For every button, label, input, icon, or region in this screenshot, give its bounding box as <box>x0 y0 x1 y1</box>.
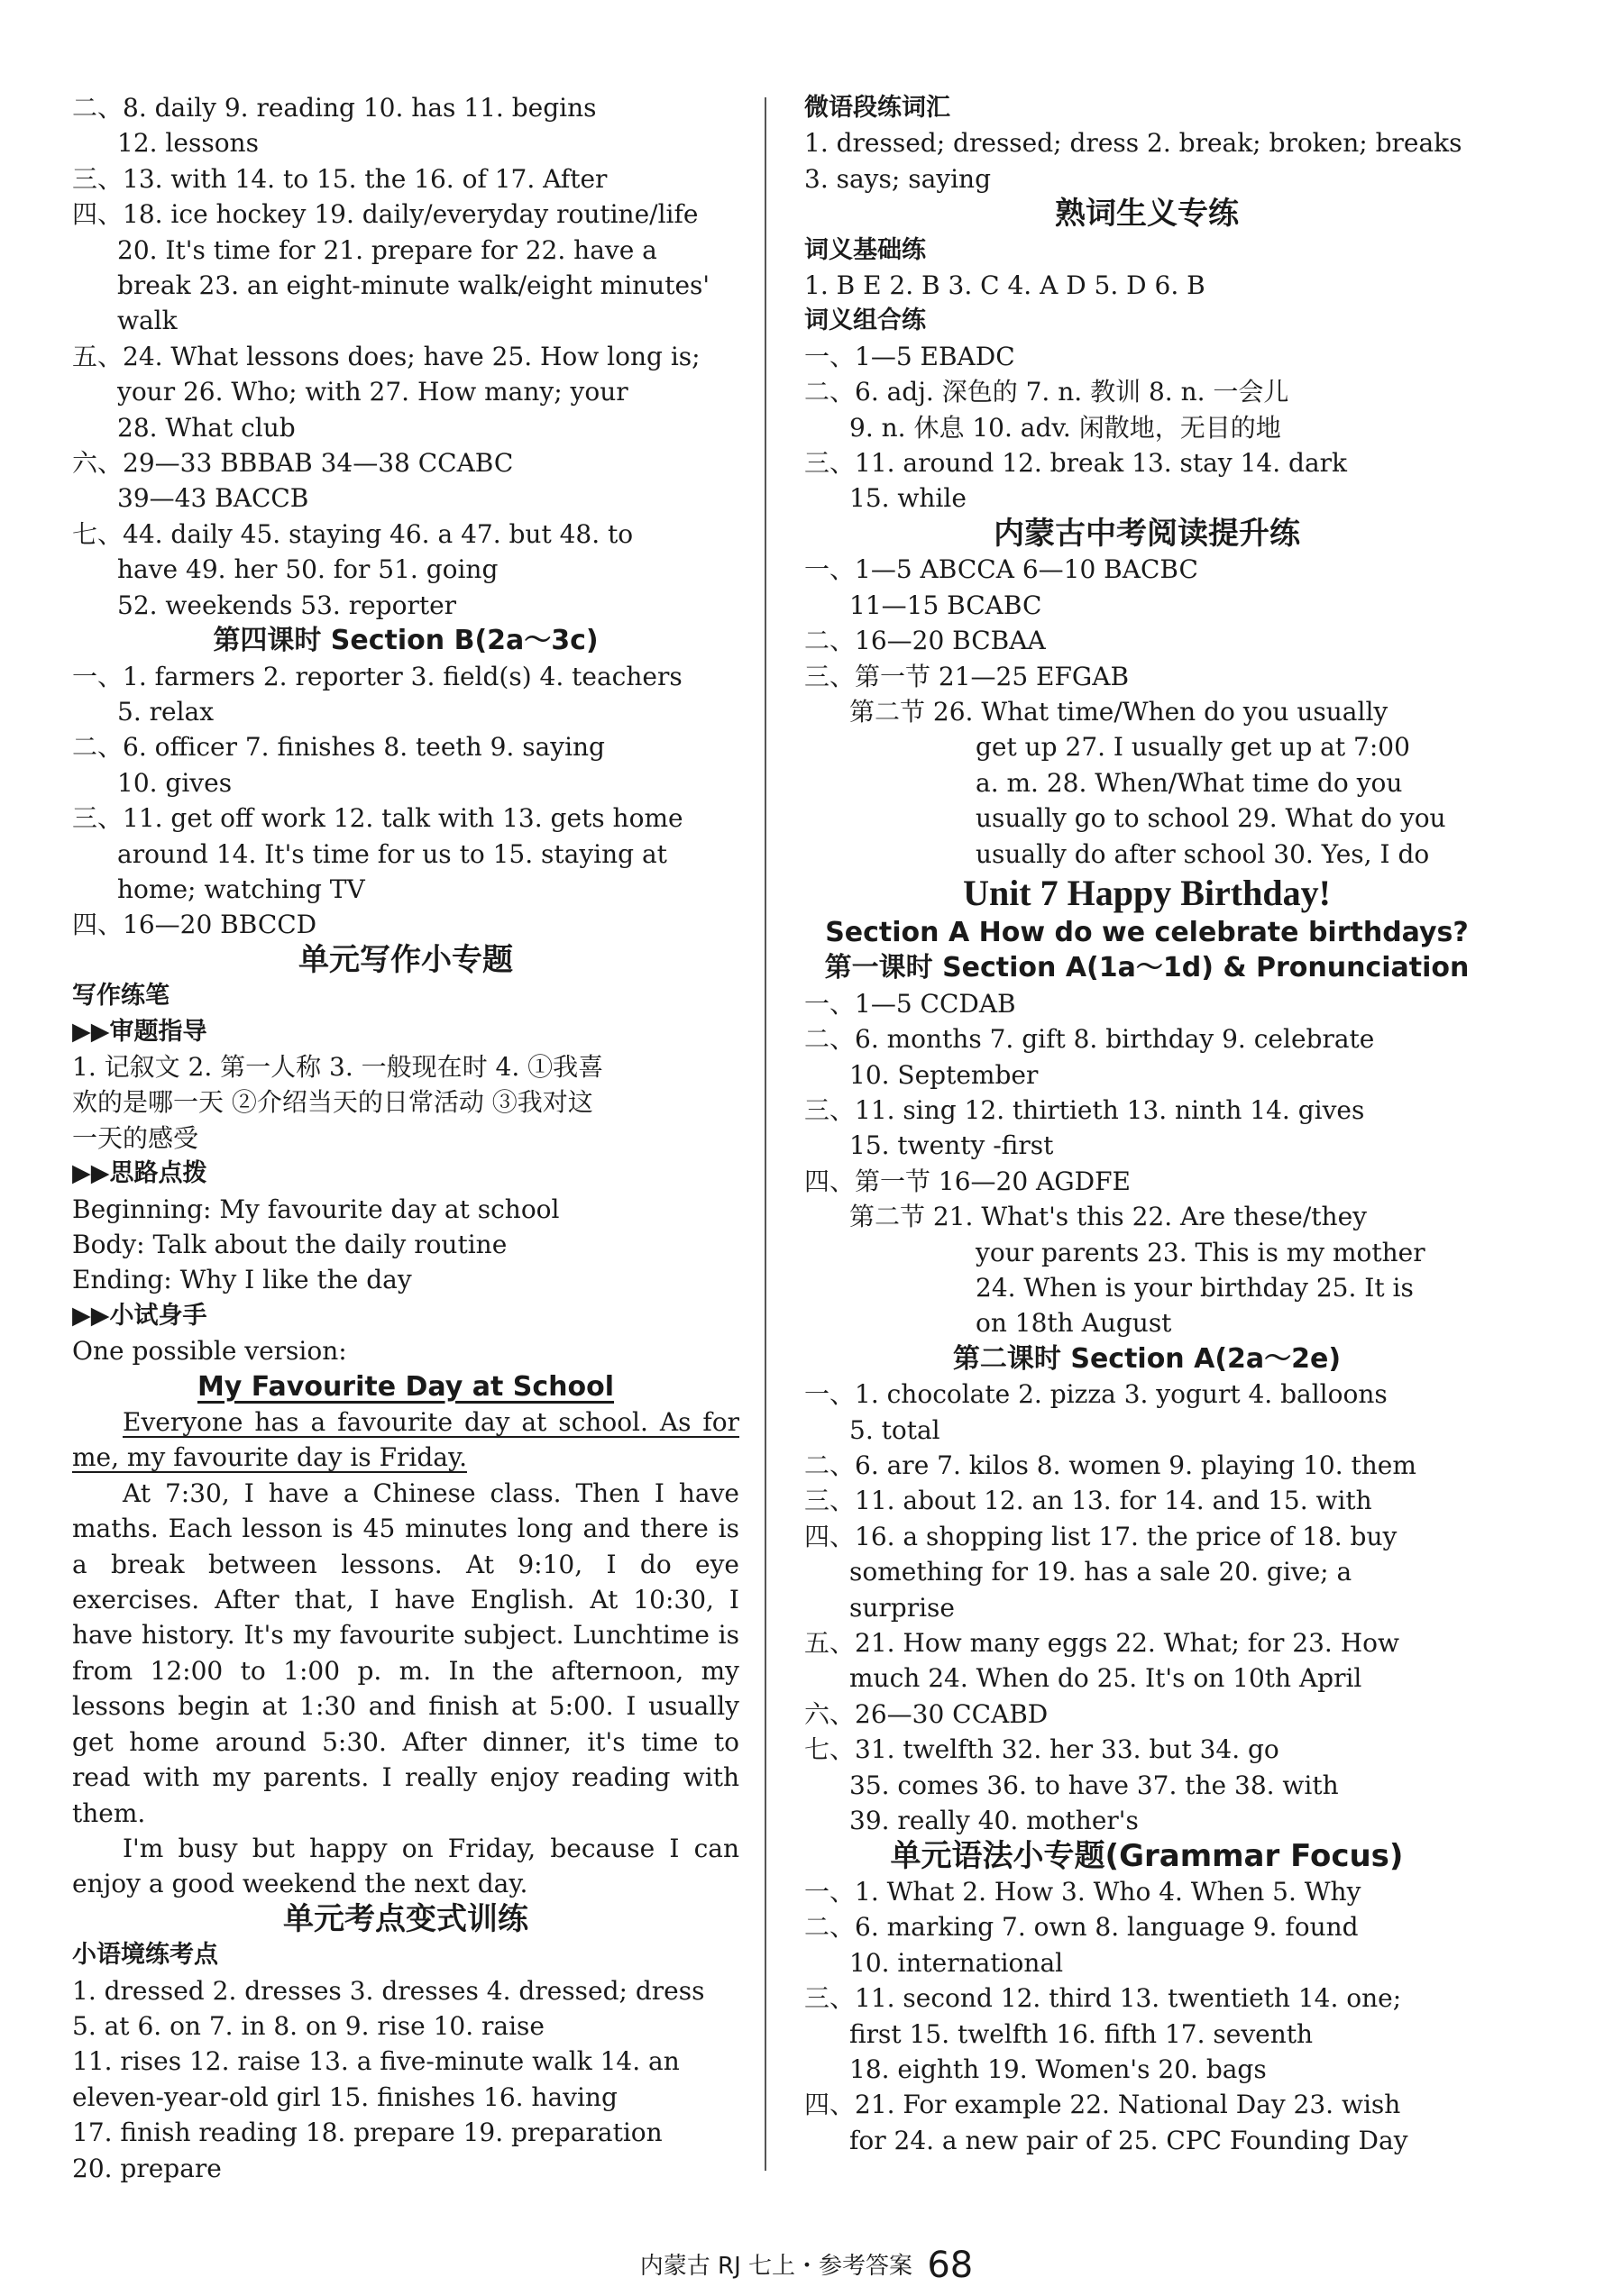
answer-line: 熟词生义专练 <box>1055 197 1239 233</box>
answer-line: 三、11. sing 12. thirtieth 13. ninth 14. gives <box>804 1094 1365 1125</box>
answer-line: usually go to school 29. What do you <box>976 803 1446 834</box>
answer-line: 15. twenty -first <box>849 1130 1054 1161</box>
answer-line: 11—15 BCABC <box>849 590 1042 620</box>
answer-line: 七、44. daily 45. staying 46. a 47. but 48. to <box>72 518 634 549</box>
answer-line: 第一课时 Section A(1a～1d) & Pronunciation <box>824 952 1470 984</box>
answer-line: 5. relax <box>117 696 215 727</box>
answer-line: Ending: Why I like the day <box>72 1265 412 1295</box>
answer-line: 一、1. farmers 2. reporter 3. field(s) 4. teachers <box>72 661 683 691</box>
right-column <box>804 90 1489 2158</box>
answer-line: 三、第一节 21—25 EFGAB <box>804 661 1130 691</box>
answer-line: 二、6. are 7. kilos 8. women 9. playing 10. them <box>804 1450 1416 1481</box>
answer-line: ▶▶小试身手 <box>72 1301 207 1330</box>
answer-line: Body: Talk about the daily routine <box>72 1230 508 1259</box>
answer-line: a. m. 28. When/What time do you <box>976 767 1403 798</box>
answer-line: 39. really 40. mother's <box>849 1806 1139 1836</box>
answer-line: 三、13. with 14. to 15. the 16. of 17. After <box>72 163 608 194</box>
answer-line: 四、16—20 BBCCD <box>72 910 317 940</box>
answer-line: 5. total <box>849 1414 940 1445</box>
answer-line: 写作练笔 <box>72 982 170 1011</box>
answer-line: 三、11. around 12. break 13. stay 14. dark <box>804 448 1347 479</box>
answer-line: 三、11. about 12. an 13. for 14. and 15. with <box>804 1486 1372 1516</box>
answer-line: 词义基础练 <box>804 235 926 264</box>
answer-line: on 18th August <box>976 1308 1172 1339</box>
answer-line: 一、1—5 CCDAB <box>804 988 1016 1019</box>
answer-line: 单元考点变式训练 <box>283 1901 528 1937</box>
answer-line: your 26. Who; with 27. How many; your <box>117 377 628 407</box>
answer-line: 一天的感受 <box>72 1122 199 1153</box>
answer-line: 单元写作小专题 <box>298 942 513 978</box>
left-column <box>72 90 739 2186</box>
answer-line: 39—43 BACCB <box>117 483 309 514</box>
answer-line: 1. 记叙文 2. 第一人称 3. 一般现在时 4. ①我喜 <box>72 1051 604 1082</box>
answer-line: 52. weekends 53. reporter <box>117 590 457 620</box>
answer-line: 六、29—33 BBBAB 34—38 CCABC <box>72 448 514 479</box>
answer-line: 微语段练词汇 <box>804 94 950 122</box>
answer-line: ▶▶审题指导 <box>72 1017 207 1046</box>
answer-line: 10. September <box>849 1059 1039 1090</box>
answer-line: One possible version: <box>72 1336 347 1367</box>
answer-line: 二、6. officer 7. finishes 8. teeth 9. saying <box>72 732 605 763</box>
answer-line: 第二节 21. What's this 22. Are these/they <box>849 1202 1367 1232</box>
column-divider <box>765 97 766 2171</box>
answer-line: 10. international <box>849 1947 1064 1978</box>
answer-line: 单元语法小专题(Grammar Focus) <box>890 1838 1404 1874</box>
answer-line: 28. What club <box>117 412 296 443</box>
answer-line: My Favourite Day at School <box>197 1370 615 1403</box>
answer-line: for 24. a new pair of 25. CPC Founding Day <box>849 2125 1408 2155</box>
answer-line: usually do after school 30. Yes, I do <box>976 838 1430 869</box>
answer-line: 35. comes 36. to have 37. the 38. with <box>849 1770 1339 1800</box>
answer-line: 12. lessons <box>117 128 259 159</box>
answer-line: 第四课时 Section B(2a～3c) <box>213 625 599 657</box>
answer-line: 15. while <box>849 483 967 514</box>
answer-line: 二、16—20 BCBAA <box>804 626 1046 656</box>
answer-line: 一、1. chocolate 2. pizza 3. yogurt 4. balloons <box>804 1379 1388 1410</box>
answer-line: 1. dressed 2. dresses 3. dresses 4. dressed; dress <box>72 1975 705 2006</box>
answer-line: I'm busy but happy on Friday, because I can enjoy a good weekend the next day. <box>72 1833 739 1899</box>
answer-line: eleven-year-old girl 15. finishes 16. having <box>72 2081 618 2112</box>
answer-line: 第二节 26. What time/When do you usually <box>849 696 1388 727</box>
answer-line: 四、21. For example 22. National Day 23. wish <box>804 2090 1401 2120</box>
answer-line: 五、21. How many eggs 22. What; for 23. How <box>804 1628 1399 1659</box>
answer-line: your parents 23. This is my mother <box>976 1237 1425 1267</box>
answer-line: first 15. twelfth 16. fifth 17. seventh <box>849 2018 1314 2049</box>
answer-line: 一、1. What 2. How 3. Who 4. When 5. Why <box>804 1876 1361 1907</box>
answer-line: 18. eighth 19. Women's 20. bags <box>849 2054 1267 2084</box>
answer-line: 七、31. twelfth 32. her 33. but 34. go <box>804 1734 1279 1765</box>
answer-line: 三、11. get off work 12. talk with 13. gets home <box>72 803 683 834</box>
answer-line: 三、11. second 12. third 13. twentieth 14. one; <box>804 1983 1402 2014</box>
answer-line: 一、1—5 EBADC <box>804 341 1015 371</box>
answer-line: At 7:30, I have a Chinese class. Then I have maths. Each lesson is 45 minutes long and there is a break between lessons. At 9:10, I do eye exercises. After that, I have English. At 10:30, I have history. It's my favourite subject. Lunchtime is from 12:00 to 1:00 p. m. In the afternoon, my lessons begin at 1:30 and finish at 5:00. I usually get home around 5:30. After dinner, it's time to read with my parents. I really enjoy reading with them. <box>72 1477 739 1828</box>
answer-line: ▶▶思路点拨 <box>72 1159 207 1188</box>
answer-line: 小语境练考点 <box>72 1941 218 1970</box>
answer-line: 9. n. 休息 10. adv. 闲散地，无目的地 <box>849 412 1281 443</box>
answer-line: Unit 7 Happy Birthday! <box>963 872 1331 913</box>
answer-line: 5. at 6. on 7. in 8. on 9. rise 10. raise <box>72 2010 545 2041</box>
answer-line: 词义组合练 <box>804 306 926 335</box>
answer-line: 3. says; saying <box>804 163 991 194</box>
answer-line: 六、26—30 CCABD <box>804 1698 1049 1729</box>
answer-line: have 49. her 50. for 51. going <box>117 554 499 585</box>
answer-line: 四、第一节 16—20 AGDFE <box>804 1166 1131 1196</box>
answer-line: surprise <box>849 1592 955 1623</box>
answer-line: 10. gives <box>117 767 233 798</box>
answer-line: break 23. an eight-minute walk/eight minutes' <box>117 270 710 301</box>
answer-line: 20. It's time for 21. prepare for 22. have a <box>117 234 657 265</box>
page-footer <box>0 2245 1613 2286</box>
answer-line: get up 27. I usually get up at 7:00 <box>976 732 1410 763</box>
answer-line: around 14. It's time for us to 15. staying at <box>117 838 667 869</box>
answer-line: 11. rises 12. raise 13. a five-minute walk 14. an <box>72 2046 680 2077</box>
answer-line: 二、8. daily 9. reading 10. has 11. begins <box>72 93 597 123</box>
answer-line: 二、6. marking 7. own 8. language 9. found <box>804 1912 1359 1943</box>
answer-line: 第二课时 Section A(2a～2e) <box>952 1342 1342 1375</box>
answer-line: 二、6. adj. 深色的 7. n. 教训 8. n. 一会儿 <box>804 377 1289 407</box>
answer-line: Section A How do we celebrate birthdays? <box>825 916 1469 948</box>
page-number: 68 <box>927 2245 974 2286</box>
answer-line: 四、16. a shopping list 17. the price of 18. buy <box>804 1521 1398 1551</box>
answer-line: home; watching TV <box>117 874 365 904</box>
footer-label: 内蒙古 RJ 七上・参考答案 <box>639 2253 913 2280</box>
answer-line: 内蒙古中考阅读提升练 <box>994 516 1300 552</box>
answer-line: much 24. When do 25. It's on 10th April <box>849 1663 1362 1694</box>
answer-line: Everyone has a favourite day at school. As for me, my favourite day is Friday. <box>72 1407 739 1473</box>
answer-line: something for 19. has a sale 20. give; a <box>849 1557 1352 1587</box>
answer-line: 五、24. What lessons does; have 25. How long is; <box>72 341 701 371</box>
answer-line: Beginning: My favourite day at school <box>72 1194 560 1224</box>
answer-line: 四、18. ice hockey 19. daily/everyday routine/life <box>72 199 699 230</box>
answer-line: 二、6. months 7. gift 8. birthday 9. celebrate <box>804 1024 1375 1055</box>
answer-line: 1. dressed; dressed; dress 2. break; broken; breaks <box>804 128 1462 159</box>
answer-line: walk <box>117 306 178 336</box>
answer-line: 20. prepare <box>72 2153 222 2183</box>
answer-line: 24. When is your birthday 25. It is <box>976 1273 1414 1303</box>
answer-line: 一、1—5 ABCCA 6—10 BACBC <box>804 554 1198 585</box>
answer-line: 欢的是哪一天 ②介绍当天的日常活动 ③我对这 <box>72 1087 593 1118</box>
answer-line: 1. B E 2. B 3. C 4. A D 5. D 6. B <box>804 270 1205 301</box>
answer-line: 17. finish reading 18. prepare 19. preparation <box>72 2118 663 2148</box>
